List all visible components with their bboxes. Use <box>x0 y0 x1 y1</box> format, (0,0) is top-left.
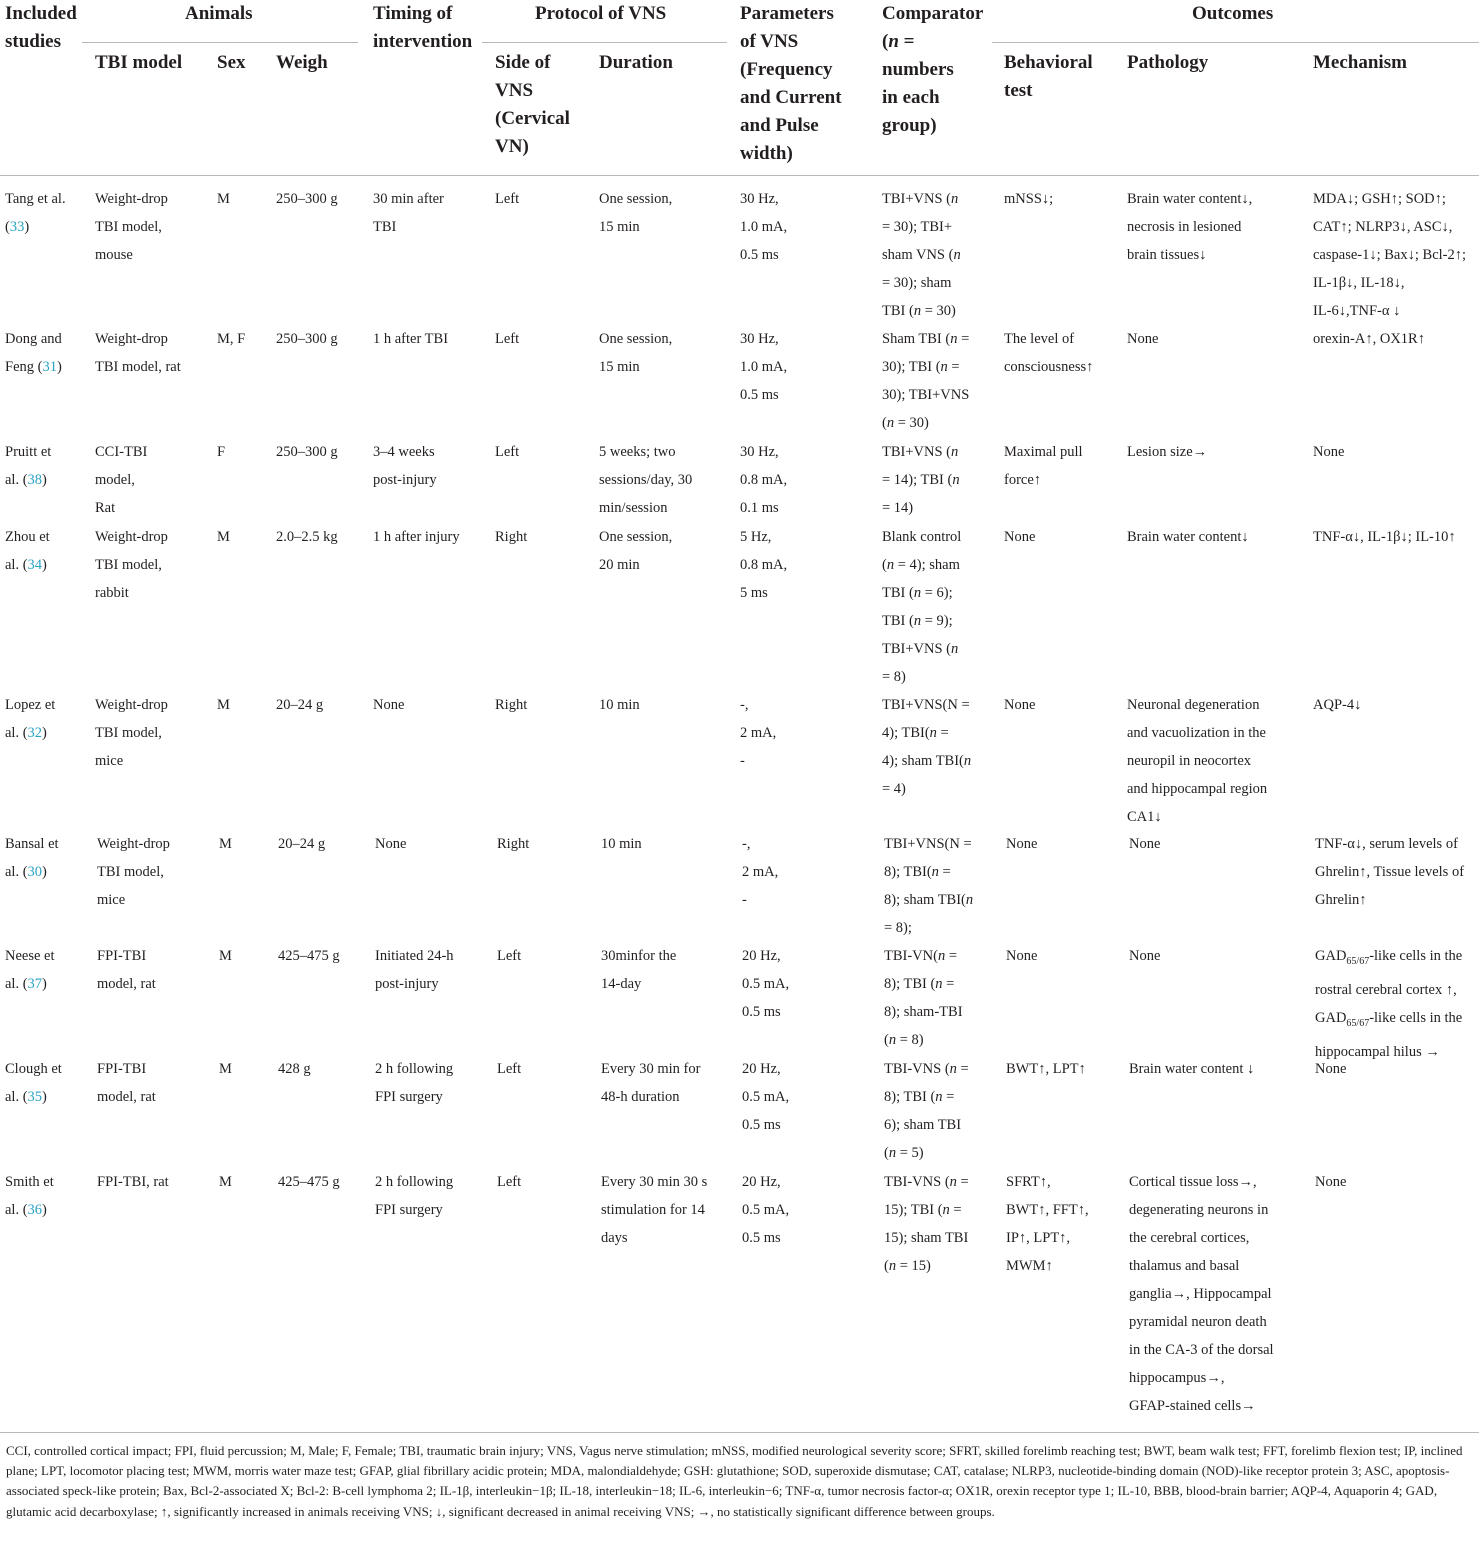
study-name: Tang et al. ( <box>5 191 66 235</box>
behavioral-cell: None <box>1004 529 1036 545</box>
mechanism-cell: None <box>1315 1174 1347 1190</box>
study-close: ) <box>24 219 30 235</box>
behavioral-cell: The level of consciousness↑ <box>1004 331 1094 375</box>
duration-cell: Every 30 min for 48-h duration <box>601 1061 701 1105</box>
parameters-cell: -, 2 mA, - <box>740 697 777 769</box>
timing-cell: 3–4 weeks post-injury <box>373 444 437 488</box>
study-name: Smith et al. ( <box>5 1174 54 1218</box>
header-comparator-part1: Comparator ( <box>882 3 984 52</box>
protocol-span-rule <box>482 42 727 43</box>
header-tbi-model: TBI model <box>95 52 183 73</box>
reference-link[interactable]: 31 <box>42 359 57 375</box>
header-comparator <box>882 0 983 140</box>
header-outcomes: Outcomes <box>1192 3 1274 24</box>
study-name: Zhou et al. ( <box>5 529 50 573</box>
mechanism-cell: $GAD_{65/67}$-like cells in the rostral cerebral cortex ↑, $GAD_{65/67}$-like cells in the hippocampal hilus → <box>1315 948 1463 1060</box>
comparator-cell: TBI+VNS (n = 14); TBI (n = 14) <box>882 444 960 516</box>
side-cell: Left <box>495 331 520 347</box>
tbi-model-cell: Weight-drop TBI model, mice <box>95 697 168 769</box>
study-cell <box>5 691 55 747</box>
study-name: Lopez et al. ( <box>5 697 56 741</box>
header-sex: Sex <box>217 52 246 73</box>
tbi-model-cell: Weight-drop TBI model, mouse <box>95 191 168 263</box>
study-close: ) <box>42 1202 47 1218</box>
pathology-cell: None <box>1127 331 1159 347</box>
study-close: ) <box>42 725 47 741</box>
parameters-cell: 30 Hz, 1.0 mA, 0.5 ms <box>740 191 788 263</box>
side-cell: Left <box>497 948 522 964</box>
side-cell: Left <box>497 1061 522 1077</box>
sex-cell: M <box>217 191 230 207</box>
tbi-model-cell: CCI-TBI model, Rat <box>95 444 148 516</box>
study-cell <box>5 1168 54 1224</box>
study-name: Clough et al. ( <box>5 1061 62 1105</box>
weight-cell: 20–24 g <box>276 697 324 713</box>
header-included-studies: Included studies <box>5 3 77 52</box>
pathology-cell: Cortical tissue loss→, degenerating neurons in the cerebral cortices, thalamus and basal ganglia→, Hippocampal pyramidal neuron death in the CA-3 of the dorsal hippocampus→, GFAP-stained cells→ <box>1129 1174 1274 1414</box>
tbi-model-cell: FPI-TBI, rat <box>97 1174 169 1190</box>
study-name: Pruitt et al. ( <box>5 444 52 488</box>
parameters-cell: 30 Hz, 1.0 mA, 0.5 ms <box>740 331 788 403</box>
header-comparator-part2: = numbers in each group) <box>882 31 954 136</box>
pathology-cell: Lesion size→ <box>1127 444 1208 460</box>
study-close: ) <box>42 864 47 880</box>
study-name: Neese et al. ( <box>5 948 55 992</box>
pathology-cell: None <box>1129 948 1161 964</box>
header-timing: Timing of intervention <box>373 3 473 52</box>
comparator-cell: TBI+VNS (n = 30); TBI+ sham VNS (n = 30); sham TBI (n = 30) <box>882 191 961 319</box>
side-cell: Left <box>495 444 520 460</box>
header-side: Side of VNS (Cervical VN) <box>495 52 570 157</box>
pathology-cell: Neuronal degeneration and vacuolization in the neuropil in neocortex and hippocampal region CA1↓ <box>1127 697 1268 825</box>
reference-link[interactable]: 37 <box>27 976 43 992</box>
parameters-cell: 20 Hz, 0.5 mA, 0.5 ms <box>742 948 790 1020</box>
behavioral-cell: BWT↑, LPT↑ <box>1006 1061 1086 1077</box>
behavioral-cell: None <box>1006 948 1038 964</box>
animals-span-rule <box>82 42 358 43</box>
study-cell <box>5 325 62 381</box>
parameters-cell: 5 Hz, 0.8 mA, 5 ms <box>740 529 788 601</box>
tbi-model-cell: Weight-drop TBI model, rat <box>95 331 181 375</box>
header-duration: Duration <box>599 52 673 73</box>
sex-cell: M <box>219 948 232 964</box>
header-pathology: Pathology <box>1127 52 1209 73</box>
mechanism-cell: TNF-α↓, IL-1β↓; IL-10↑ <box>1313 529 1456 545</box>
side-cell: Left <box>495 191 520 207</box>
timing-cell: 30 min after TBI <box>373 191 444 235</box>
duration-cell: One session, 15 min <box>599 331 673 375</box>
comparator-cell: TBI-VN(n = 8); TBI (n = 8); sham-TBI (n = 8) <box>884 948 963 1048</box>
sex-cell: M, F <box>217 331 246 347</box>
comparator-cell: TBI-VNS (n = 8); TBI (n = 6); sham TBI (n = 5) <box>884 1061 969 1161</box>
timing-cell: Initiated 24-h post-injury <box>375 948 454 992</box>
reference-link[interactable]: 33 <box>9 219 25 235</box>
study-close: ) <box>42 472 47 488</box>
header-parameters: Parameters of VNS (Frequency and Current and Pulse width) <box>740 3 842 164</box>
study-close: ) <box>42 976 47 992</box>
timing-cell: None <box>373 697 405 713</box>
study-cell <box>5 185 66 241</box>
reference-link[interactable]: 36 <box>27 1202 43 1218</box>
tbi-model-cell: Weight-drop TBI model, rabbit <box>95 529 168 601</box>
pathology-cell: Brain water content↓ <box>1127 529 1249 545</box>
table-footnote: CCI, controlled cortical impact; FPI, fluid percussion; M, Male; F, Female; TBI, traumatic brain injury; VNS, Vagus nerve stimulation; mNSS, modified neurological severity score; SFRT, skilled forelimb reaching test; BWT, beam walk test; FFT, forelimb flexion test; IP, inclined plane; LPT, locomotor placing test; MWM, morris water maze test; GFAP, glial fibrillary acidic protein; MDA, malondialdehyde; GSH: glutathione; SOD, superoxide dismutase; CAT, catalase; NLRP3, nucleotide-binding domain (NOD)-like receptor protein 3; ASC, apoptosis-associated speck-like protein; Bax, Bcl-2-associated X; Bcl-2: B-cell lymphoma 2; IL-1β, interleukin−1β; IL-18, interleukin−18; IL-6, interleukin−6; TNF-α, tumor necrosis factor-α; OX1R, orexin receptor type 1; IL-10, BBB, blood-brain barrier; AQP-4, Aquaporin 4; GAD, glutamic acid decarboxylase; ↑, significantly increased in animals receiving VNS; ↓, significant decreased in animal receiving VNS; →, no statistically significant difference between groups. <box>6 1443 1463 1519</box>
parameters-cell: 20 Hz, 0.5 mA, 0.5 ms <box>742 1061 790 1133</box>
weight-cell: 20–24 g <box>278 836 326 852</box>
comparator-cell: TBI+VNS(N = 8); TBI(n = 8); sham TBI(n = 8); <box>884 836 974 936</box>
pathology-cell: Brain water content ↓ <box>1129 1061 1255 1077</box>
parameters-cell: 30 Hz, 0.8 mA, 0.1 ms <box>740 444 788 516</box>
study-close: ) <box>42 1089 47 1105</box>
sex-cell: M <box>217 529 230 545</box>
study-close: ) <box>56 359 62 375</box>
study-cell <box>5 438 51 494</box>
header-bottom-rule <box>0 175 1479 176</box>
study-cell <box>5 523 50 579</box>
weight-cell: 428 g <box>278 1061 311 1077</box>
weight-cell: 250–300 g <box>276 331 338 347</box>
mechanism-cell: MDA↓; GSH↑; SOD↑; CAT↑; NLRP3↓, ASC↓, caspase-1↓; Bax↓; Bcl-2↑; IL-1β↓, IL-18↓, IL-6↓,TNF-α ↓ <box>1313 191 1467 319</box>
reference-link[interactable]: 34 <box>27 557 43 573</box>
behavioral-cell: Maximal pull force↑ <box>1004 444 1083 488</box>
tbi-model-cell: FPI-TBI model, rat <box>97 948 156 992</box>
header-mechanism: Mechanism <box>1313 52 1407 73</box>
mechanism-cell: None <box>1313 444 1345 460</box>
timing-cell: 2 h following FPI surgery <box>375 1174 454 1218</box>
behavioral-cell: None <box>1004 697 1036 713</box>
duration-cell: One session, 15 min <box>599 191 673 235</box>
sex-cell: M <box>219 1174 232 1190</box>
side-cell: Right <box>495 697 528 713</box>
parameters-cell: -, 2 mA, - <box>742 836 779 908</box>
parameters-cell: 20 Hz, 0.5 mA, 0.5 ms <box>742 1174 790 1246</box>
header-weigh: Weigh <box>276 52 328 73</box>
study-name: Dong and Feng ( <box>5 331 62 375</box>
side-cell: Right <box>495 529 528 545</box>
reference-link[interactable]: 35 <box>27 1089 43 1105</box>
timing-cell: 1 h after injury <box>373 529 460 545</box>
table-bottom-rule <box>0 1432 1479 1433</box>
behavioral-cell: mNSS↓; <box>1004 191 1054 207</box>
outcomes-span-rule <box>992 42 1479 43</box>
duration-cell: 30minfor the 14-day <box>601 948 677 992</box>
header-animals: Animals <box>185 3 253 24</box>
header-behavioral: Behavioral test <box>1004 52 1093 101</box>
behavioral-cell: None <box>1006 836 1038 852</box>
sex-cell: M <box>219 1061 232 1077</box>
mechanism-cell: None <box>1315 1061 1347 1077</box>
duration-cell: Every 30 min 30 s stimulation for 14 days <box>601 1174 708 1246</box>
sex-cell: F <box>217 444 226 460</box>
sex-cell: M <box>219 836 232 852</box>
sex-cell: M <box>217 697 230 713</box>
comparator-cell: Blank control (n = 4); sham TBI (n = 6); TBI (n = 9); TBI+VNS (n = 8) <box>882 529 962 685</box>
weight-cell: 2.0–2.5 kg <box>276 529 338 545</box>
duration-cell: 10 min <box>601 836 642 852</box>
timing-cell: 1 h after TBI <box>373 331 449 347</box>
mechanism-cell: orexin-A↑, OX1R↑ <box>1313 331 1425 347</box>
weight-cell: 250–300 g <box>276 444 338 460</box>
weight-cell: 250–300 g <box>276 191 338 207</box>
weight-cell: 425–475 g <box>278 1174 340 1190</box>
tbi-model-cell: Weight-drop TBI model, mice <box>97 836 170 908</box>
duration-cell: One session, 20 min <box>599 529 673 573</box>
duration-cell: 5 weeks; two sessions/day, 30 min/session <box>599 444 693 516</box>
study-name: Bansal et al. ( <box>5 836 59 880</box>
header-protocol: Protocol of VNS <box>535 3 667 24</box>
reference-link[interactable]: 30 <box>27 864 43 880</box>
comparator-cell: TBI+VNS(N = 4); TBI(n = 4); sham TBI(n = 4) <box>882 697 972 797</box>
behavioral-cell: SFRT↑, BWT↑, FFT↑, IP↑, LPT↑, MWM↑ <box>1006 1174 1089 1274</box>
side-cell: Right <box>497 836 530 852</box>
timing-cell: 2 h following FPI surgery <box>375 1061 454 1105</box>
weight-cell: 425–475 g <box>278 948 340 964</box>
comparator-cell: TBI-VNS (n = 15); TBI (n = 15); sham TBI (n = 15) <box>884 1174 969 1274</box>
mechanism-cell: TNF-α↓, serum levels of Ghrelin↑, Tissue levels of Ghrelin↑ <box>1315 836 1465 908</box>
comparator-cell: Sham TBI (n = 30); TBI (n = 30); TBI+VNS (n = 30) <box>882 331 970 431</box>
mechanism-cell: AQP-4↓ <box>1313 697 1362 713</box>
pathology-cell: Brain water content↓, necrosis in lesioned brain tissues↓ <box>1127 191 1253 263</box>
study-cell <box>5 830 59 886</box>
duration-cell: 10 min <box>599 697 640 713</box>
tbi-model-cell: FPI-TBI model, rat <box>97 1061 156 1105</box>
timing-cell: None <box>375 836 407 852</box>
header-comparator-n: n <box>888 31 899 52</box>
reference-link[interactable]: 38 <box>27 472 43 488</box>
study-cell <box>5 1055 62 1111</box>
reference-link[interactable]: 32 <box>27 725 43 741</box>
study-cell <box>5 942 55 998</box>
side-cell: Left <box>497 1174 522 1190</box>
study-close: ) <box>42 557 47 573</box>
pathology-cell: None <box>1129 836 1161 852</box>
